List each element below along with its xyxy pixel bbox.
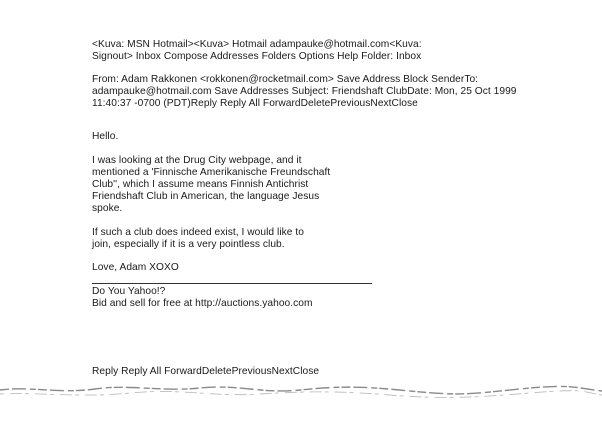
ad-line-2: Bid and sell for free at http://auctions.yahoo.com <box>92 298 313 309</box>
paragraph-1-line-3: Club'', which I assume means Finnish Antichrist <box>92 179 309 190</box>
ad-line-1: Do You Yahoo!? <box>92 286 166 297</box>
header-line-1: From: Adam Rakkonen <rokkonen@rocketmail.com> Save Address Block SenderTo: <box>92 74 479 85</box>
nav-line-1: <Kuva: MSN Hotmail><Kuva> Hotmail adampauke@hotmail.com<Kuva: <box>92 39 422 50</box>
paragraph-1-line-2: mentioned a 'Finnische Amerikanische Freundschaft <box>92 167 331 178</box>
header-line-2: adampauke@hotmail.com Save Addresses Subject: Friendshaft ClubDate: Mon, 25 Oct 1999 <box>92 86 517 97</box>
paragraph-2-line-1: If such a club does indeed exist, I would like to <box>92 227 304 238</box>
header-line-3: 11:40:37 -0700 (PDT)Reply Reply All ForwardDeletePreviousNextClose <box>92 98 418 109</box>
bottom-action-bar: Reply Reply All ForwardDeletePreviousNextClose <box>92 366 320 377</box>
signoff: Love, Adam XOXO <box>92 262 179 273</box>
greeting: Hello. <box>92 131 119 142</box>
torn-paper-edge <box>0 372 602 431</box>
paragraph-2-line-2: join, especially if it is a very pointless club. <box>92 239 285 250</box>
nav-line-2: Signout> Inbox Compose Addresses Folders Options Help Folder: Inbox <box>92 51 422 62</box>
paragraph-1-line-4: Friendshaft Club in American, the language Jesus <box>92 191 320 202</box>
footer-separator <box>92 283 372 284</box>
paragraph-1-line-1: I was looking at the Drug City webpage, and it <box>92 155 302 166</box>
paragraph-1-line-5: spoke. <box>92 203 123 214</box>
